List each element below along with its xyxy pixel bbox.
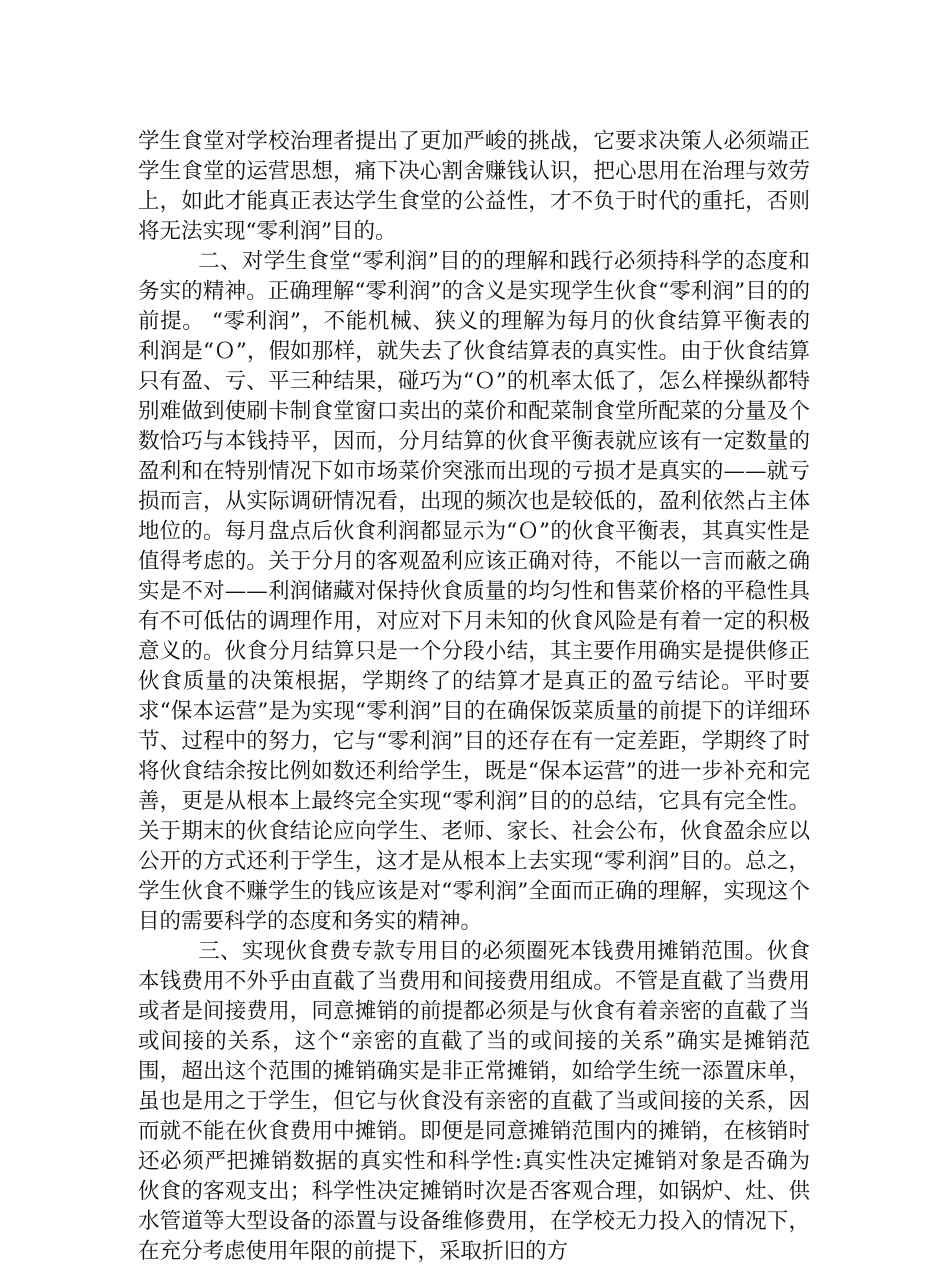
paragraph-section-two: 二、对学生食堂“零利润”目的的理解和践行必须持科学的态度和务实的精神。正确理解“零利润”的含义是实现学生伙食“零利润”目的的前提。 “零利润”，不能机械、狭义的理解为每月的伙食结算平衡表的利润是“Ｏ”，假如那样，就失去了伙食结算表的真实性。由于伙食结算只有盈、亏、平三种结果，碰巧为“Ｏ”的机率太低了，怎么样操纵都特别难做到使刷卡制食堂窗口卖出的菜价和配菜制食堂所配菜的分量及个数恰巧与本钱持平，因而，分月结算的伙食平衡表就应该有一定数量的盈利和在特别情况下如市场菜价突涨而出现的亏损才是真实的——就亏损而言，从实际调研情况看，出现的频次也是较低的，盈利依然占主体地位的。每月盘点后伙食利润都显示为“Ｏ”的伙食平衡表，其真实性是值得考虑的。关于分月的客观盈利应该正确对待，不能以一言而蔽之确实是不对——利润储藏对保持伙食质量的均匀性和售菜价格的平稳性具有不可低估的调理作用，对应对下月未知的伙食风险是有着一定的积极意义的。伙食分月结算只是一个分段小结，其主要作用确实是提供修正伙食质量的决策根据，学期终了的结算才是真正的盈亏结论。平时要求“保本运营”是为实现“零利润”目的在确保饭菜质量的前提下的详细环节、过程中的努力，它与“零利润”目的还存在有一定差距，学期终了时将伙食结余按比例如数还利给学生，既是“保本运营”的进一步补充和完善，更是从根本上最终完全实现“零利润”目的的总结，它具有完全性。关于期末的伙食结论应向学生、老师、家长、社会公布，伙食盈余应以公开的方式还利于学生，这才是从根本上去实现“零利润”目的。总之，学生伙食不赚学生的钱应该是对“零利润”全面而正确的理解，实现这个目的需要科学的态度和务实的精神。 <box>138 249 810 934</box>
document-page <box>138 127 810 1267</box>
paragraph-intro: 学生食堂对学校治理者提出了更加严峻的挑战，它要求决策人必须端正学生食堂的运营思想，痛下决心割舍赚钱认识，把心思用在治理与效劳上，如此才能真正表达学生食堂的公益性，才不负于时代的重托，否则将无法实现“零利润”目的。 <box>138 129 810 244</box>
paragraph-section-three: 三、实现伙食费专款专用目的必须圈死本钱费用摊销范围。伙食本钱费用不外乎由直截了当费用和间接费用组成。不管是直截了当费用或者是间接费用，同意摊销的前提都必须是与伙食有着亲密的直截了当或间接的关系，这个“亲密的直截了当的或间接的关系”确实是摊销范围，超出这个范围的摊销确实是非正常摊销，如给学生统一添置床单，虽也是用之于学生，但它与伙食没有亲密的直截了当或间接的关系，因而就不能在伙食费用中摊销。即便是同意摊销范围内的摊销，在核销时还必须严把摊销数据的真实性和科学性:真实性决定摊销对象是否确为伙食的客观支出；科学性决定摊销时次是否客观合理，如锅炉、灶、供水管道等大型设备的添置与设备维修费用，在学校无力投入的情况下，在充分考虑使用年限的前提下，采取折旧的方 <box>138 939 810 1264</box>
